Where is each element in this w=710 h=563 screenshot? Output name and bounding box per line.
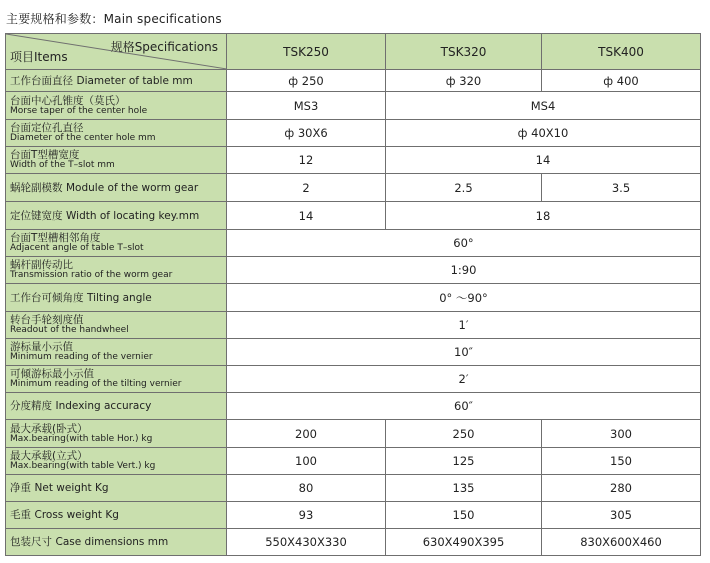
value-cell: MS4 bbox=[386, 92, 701, 120]
label-english: Indexing accuracy bbox=[55, 400, 152, 412]
label-chinese: 台面定位孔直径 bbox=[10, 122, 84, 134]
value-cell: 1:90 bbox=[227, 257, 701, 284]
value-cell: 200 bbox=[227, 420, 386, 448]
row-label bbox=[6, 312, 227, 339]
label-chinese: 台面T型槽相邻角度 bbox=[10, 232, 101, 244]
table-row bbox=[6, 448, 701, 475]
value-cell: 14 bbox=[227, 202, 386, 230]
table-row bbox=[6, 529, 701, 556]
row-label bbox=[6, 475, 227, 502]
label-chinese: 台面T型槽宽度 bbox=[10, 149, 80, 161]
value-cell: 125 bbox=[386, 448, 542, 475]
value-cell: 12 bbox=[227, 147, 386, 174]
label-english: Max.bearing(with table Vert.) kg bbox=[10, 461, 156, 471]
items-label: 项目Items bbox=[10, 50, 68, 64]
value-cell: MS3 bbox=[227, 92, 386, 120]
value-cell: 60″ bbox=[227, 393, 701, 420]
value-cell: 1′ bbox=[227, 312, 701, 339]
value-cell: 18 bbox=[386, 202, 701, 230]
label-english: Case dimensions mm bbox=[55, 536, 169, 548]
table-row bbox=[6, 366, 701, 393]
table-row bbox=[6, 312, 701, 339]
value-cell: 250 bbox=[386, 420, 542, 448]
value-cell: 630X490X395 bbox=[386, 529, 542, 556]
value-cell: 0° ～90° bbox=[227, 284, 701, 312]
row-label bbox=[6, 393, 227, 420]
label-chinese: 工作台面直径 bbox=[10, 74, 73, 87]
label-chinese: 台面中心孔锥度（莫氏） bbox=[10, 94, 126, 107]
value-cell: ф 400 bbox=[542, 70, 701, 92]
value-cell: 150 bbox=[542, 448, 701, 475]
row-label bbox=[6, 502, 227, 529]
value-cell: 10″ bbox=[227, 339, 701, 366]
value-cell: 3.5 bbox=[542, 174, 701, 202]
table-row bbox=[6, 393, 701, 420]
page-title: 主要规格和参数：Main specifications bbox=[6, 12, 222, 26]
row-label bbox=[6, 92, 227, 120]
row-label bbox=[6, 230, 227, 257]
value-cell: 100 bbox=[227, 448, 386, 475]
label-chinese: 毛重 bbox=[10, 509, 31, 521]
model-header-tsk400: TSK400 bbox=[542, 34, 701, 70]
value-cell: ф 320 bbox=[386, 70, 542, 92]
label-english: Net weight Kg bbox=[34, 482, 109, 494]
table-row bbox=[6, 120, 701, 147]
model-header-tsk320: TSK320 bbox=[386, 34, 542, 70]
value-cell: 280 bbox=[542, 475, 701, 502]
table-row bbox=[6, 174, 701, 202]
value-cell: ф 40X10 bbox=[386, 120, 701, 147]
table-row bbox=[6, 230, 701, 257]
label-chinese: 可倾游标最小示值 bbox=[10, 368, 94, 380]
row-label bbox=[6, 147, 227, 174]
value-cell: 550X430X330 bbox=[227, 529, 386, 556]
value-cell: 60° bbox=[227, 230, 701, 257]
row-label bbox=[6, 257, 227, 284]
label-chinese: 工作台可倾角度 bbox=[10, 291, 84, 304]
label-english: Module of the worm gear bbox=[66, 181, 199, 194]
label-english: Diameter of the center hole mm bbox=[10, 133, 156, 143]
label-chinese: 蜗杆副传动比 bbox=[10, 259, 73, 271]
row-label bbox=[6, 120, 227, 147]
label-english: Tilting angle bbox=[87, 291, 152, 304]
label-chinese: 游标量小示值 bbox=[10, 341, 73, 353]
label-chinese: 分度精度 bbox=[10, 400, 52, 412]
label-chinese: 定位键宽度 bbox=[10, 209, 63, 222]
label-chinese: 转台手轮刻度值 bbox=[10, 314, 84, 326]
table-row bbox=[6, 70, 701, 92]
model-header-tsk250: TSK250 bbox=[227, 34, 386, 70]
value-cell: ф 30X6 bbox=[227, 120, 386, 147]
value-cell: 830X600X460 bbox=[542, 529, 701, 556]
value-cell: 135 bbox=[386, 475, 542, 502]
header-row bbox=[6, 34, 701, 70]
corner-header-cell bbox=[6, 34, 227, 70]
value-cell: 2 bbox=[227, 174, 386, 202]
label-english: Width of locating key.mm bbox=[66, 209, 200, 222]
label-english: Diameter of table mm bbox=[76, 74, 193, 87]
table-row bbox=[6, 147, 701, 174]
value-cell: 305 bbox=[542, 502, 701, 529]
label-english: Minimum reading of the vernier bbox=[10, 352, 153, 362]
row-label bbox=[6, 366, 227, 393]
label-chinese: 最大承载(立式） bbox=[10, 450, 88, 462]
specifications-table bbox=[5, 33, 701, 556]
label-english: Cross weight Kg bbox=[34, 509, 119, 521]
value-cell: 2′ bbox=[227, 366, 701, 393]
row-label bbox=[6, 339, 227, 366]
value-cell: 93 bbox=[227, 502, 386, 529]
label-english: Width of the T–slot mm bbox=[10, 160, 115, 170]
table-row bbox=[6, 202, 701, 230]
table-row bbox=[6, 420, 701, 448]
label-chinese: 蜗轮副模数 bbox=[10, 181, 63, 194]
specifications-label: 规格Specifications bbox=[110, 40, 218, 54]
label-english: Adjacent angle of table T–slot bbox=[10, 243, 144, 253]
value-cell: 14 bbox=[386, 147, 701, 174]
value-cell: 80 bbox=[227, 475, 386, 502]
table-row bbox=[6, 257, 701, 284]
row-label bbox=[6, 174, 227, 202]
table-row bbox=[6, 339, 701, 366]
value-cell: ф 250 bbox=[227, 70, 386, 92]
table-row bbox=[6, 502, 701, 529]
table-row bbox=[6, 475, 701, 502]
table-row bbox=[6, 284, 701, 312]
row-label bbox=[6, 448, 227, 475]
row-label bbox=[6, 420, 227, 448]
label-english: Minimum reading of the tilting vernier bbox=[10, 379, 182, 389]
label-english: Transmission ratio of the worm gear bbox=[10, 270, 173, 280]
value-cell: 150 bbox=[386, 502, 542, 529]
row-label bbox=[6, 202, 227, 230]
row-label bbox=[6, 284, 227, 312]
label-english: Max.bearing(with table Hor.) kg bbox=[10, 433, 153, 444]
label-english: Morse taper of the center hole bbox=[10, 105, 148, 116]
row-label bbox=[6, 70, 227, 92]
row-label bbox=[6, 529, 227, 556]
label-chinese: 最大承载(卧式） bbox=[10, 422, 88, 435]
value-cell: 300 bbox=[542, 420, 701, 448]
table-row bbox=[6, 92, 701, 120]
label-english: Readout of the handwheel bbox=[10, 325, 129, 335]
value-cell: 2.5 bbox=[386, 174, 542, 202]
label-chinese: 包装尺寸 bbox=[10, 536, 52, 548]
label-chinese: 净重 bbox=[10, 482, 31, 494]
